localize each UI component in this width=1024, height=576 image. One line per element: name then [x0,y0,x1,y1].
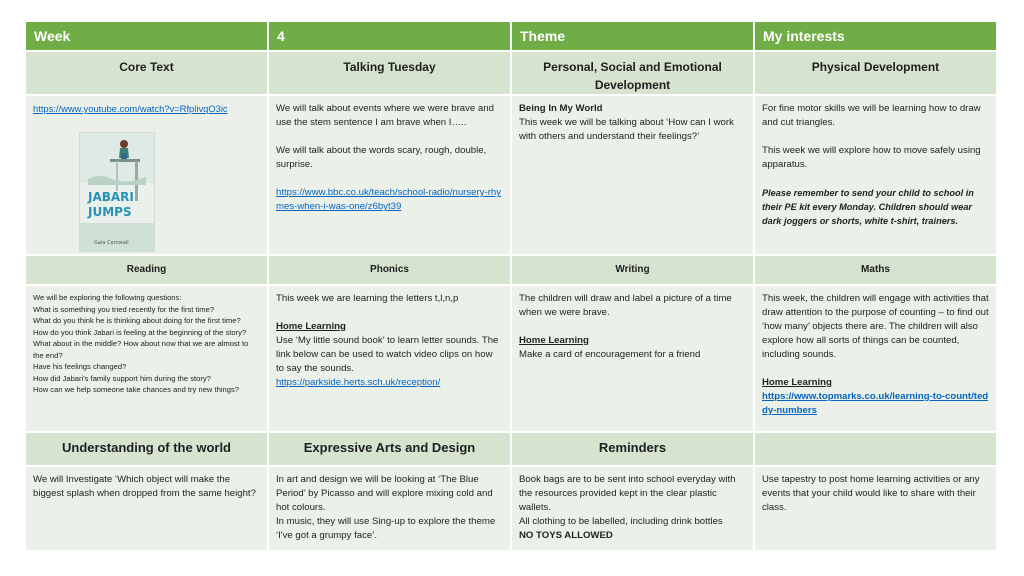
title-maths: Maths [755,256,998,286]
core-text-cell [26,96,269,256]
header-week-number: 4 [269,22,512,52]
pe-kit-reminder: Please remember to send your child to school in their PE kit every Monday. Children should wear dark joggers or shorts, white t-shirt, trainers. [762,188,974,226]
title-phonics: Phonics [269,256,512,286]
reading-line: What about in the middle? How about now that we are almost to the end? [33,339,249,360]
book-cover-illustration [80,133,154,251]
phonics-home-learning-label: Home Learning [276,321,346,332]
physical-text-2: This week we will explore how to move safely using apparatus. [762,145,981,170]
title-understanding-world: Understanding of the world [26,433,269,467]
psed-text: This week we will be talking about ‘How can I work with others and understand their feelings?’ [519,117,734,142]
reading-line: How do you think Jabari is feeling at the beginning of the story? [33,327,247,337]
tapestry-cell [755,467,998,552]
ead-text-2: In music, they will use Sing-up to explore the theme ‘I've got a grumpy face’. [276,516,496,541]
topmarks-teddy-numbers-link[interactable]: https://www.topmarks.co.uk/learning-to-count/teddy-numbers [762,391,989,416]
reading-cell [26,286,269,433]
title-reminders: Reminders [512,433,755,467]
svg-text:JUMPS: JUMPS [88,205,132,219]
title-writing: Writing [512,256,755,286]
reminders-no-toys: NO TOYS ALLOWED [519,530,613,541]
talking-tuesday-text-1: We will talk about events where we were brave and use the stem sentence I am brave when I….. [276,103,494,128]
title-reading: Reading [26,256,269,286]
reading-line: How can we help someone take chances and try new things? [33,385,239,394]
writing-home-learning-label: Home Learning [519,335,589,346]
writing-home-learning-text: Make a card of encouragement for a friend [519,349,701,360]
title-core-text: Core Text [26,52,269,96]
utw-text: We will Investigate ‘Which object will make the biggest splash when dropped from the same height? [33,474,256,499]
maths-home-learning-label: Home Learning [762,377,832,388]
reminders-text-1: Book bags are to be sent into school everyday with the resources provided kept in the clear plastic wallets. [519,474,736,513]
reminders-cell [512,467,755,552]
header-week: Week [26,22,269,52]
phonics-home-learning-text: Use ‘My little sound book’ to learn letter sounds. The link below can be used to watch video clips on how to say the sounds. [276,335,499,374]
header-my-interests: My interests [755,22,998,52]
reading-line: Have his feelings changed? [33,362,127,371]
title-psed: Personal, Social and Emotional Development [512,52,755,96]
svg-text:JABARI: JABARI [88,190,134,204]
talking-tuesday-cell [269,96,512,256]
writing-intro: The children will draw and label a picture of a time when we were brave. [519,293,732,318]
bbc-radio-link[interactable]: https://www.bbc.co.uk/teach/school-radio/nursery-rhymes-when-i-was-one/z6byt39 [276,187,502,212]
writing-cell [512,286,755,433]
core-text-video-link[interactable]: https://www.youtube.com/watch?v=RfplivqO3ic [33,103,228,114]
title-blank [755,433,998,467]
phonics-cell [269,286,512,433]
physical-text-1: For fine motor skills we will be learning how to draw and cut triangles. [762,103,981,128]
psed-cell [512,96,755,256]
title-physical-development: Physical Development [755,52,998,96]
tapestry-text: Use tapestry to post home learning activities or any events that your child would like to share with their class. [762,474,980,513]
phonics-intro: This week we are learning the letters t,l,n,p [276,293,459,304]
book-cover-image [79,132,155,252]
psed-heading: Being In My World [519,103,603,114]
reading-line: What do you think he is thinking about doing for the first time? [33,316,241,325]
title-talking-tuesday: Talking Tuesday [269,52,512,96]
physical-development-cell [755,96,998,256]
title-expressive-arts: Expressive Arts and Design [269,433,512,467]
ead-text-1: In art and design we will be looking at ‘The Blue Period’ by Picasso and will explore mixing cold and hot colours. [276,474,493,513]
parkside-reception-link[interactable]: https://parkside.herts.sch.uk/reception/ [276,377,441,388]
reading-line: We will be exploring the following questions: [33,293,182,302]
maths-intro: This week, the children will engage with activities that draw attention to the purpose of counting – to find out ‘how many’ objects there are. The children will also explore how all sorts of things can be counted, including sounds. [762,293,989,360]
expressive-arts-cell [269,467,512,552]
reading-line: What is something you tried recently for the first time? [33,304,215,314]
weekly-plan-table [26,22,998,552]
maths-cell [755,286,998,433]
reminders-text-2: All clothing to be labelled, including drink bottles [519,516,723,527]
reading-line: How did Jabari's family support him during the story? [33,373,211,383]
header-theme: Theme [512,22,755,52]
svg-text:Gaia Cornwall: Gaia Cornwall [94,240,129,246]
understanding-world-cell [26,467,269,552]
talking-tuesday-text-2: We will talk about the words scary, rough, double, surprise. [276,145,487,170]
